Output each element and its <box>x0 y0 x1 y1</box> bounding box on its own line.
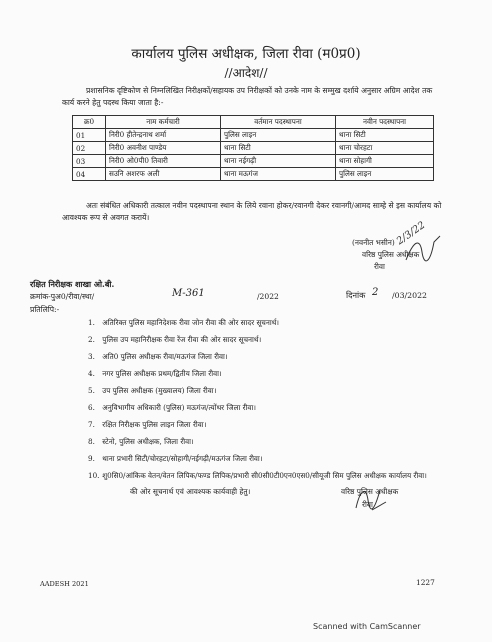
list-item: 10. शु0सि0/आंकिक वेतन/वेतन लिपिक/फण्ड लिपिक/प्रभारी सी0सी0टी0एन0एस0/सीयूजी सिम पुलिस अधीक्षक कार्यालय रीवा। <box>88 471 427 480</box>
cell-name: निरी0 ओ0पी0 तिवारी <box>106 155 221 168</box>
cell-current-posting: पुलिस लाइन <box>221 129 336 142</box>
intro-paragraph: प्रशासनिक दृष्टिकोण से निम्नलिखित निरीक्षकों/सहायक उप निरीक्षकों को उनके नाम के सम्मुख दर्शाये अनुसार अग्रिम आदेश तक कार्य करने हेतु पदस्थ किया जाता है:- <box>62 86 433 107</box>
handwritten-date-mark: 2/3/22 <box>394 219 428 248</box>
col-header-new-posting: नवीन पदस्थापना <box>336 116 434 129</box>
cell-serial: 02 <box>73 142 106 155</box>
signatory-position: वरिष्ठ पुलिस अधीक्षक <box>341 487 399 496</box>
list-item: 1. अतिरिक्त पुलिस महानिदेशक रीवा जोन रीवा की ओर सादर सूचनार्थ। <box>88 318 280 327</box>
list-item: 5. उप पुलिस अधीक्षक (मुख्यालय) जिला रीवा। <box>88 386 217 395</box>
cell-serial: 03 <box>73 155 106 168</box>
cell-current-posting: थाना मऊगंज <box>221 168 336 181</box>
instruction-paragraph: अतः संबंधित अधिकारी तत्काल नवीन पदस्थापना स्थान के लिये रवाना होकर/रवानगी देकर रवानगी/आमद साम्हे से इस कार्यालय को आवश्यक रूप से अवगत करायें। <box>62 201 442 222</box>
signatory-place: रीवा <box>362 500 373 509</box>
transfer-table <box>72 115 434 181</box>
table-row <box>73 168 434 181</box>
date-label: दिनांक <box>346 290 366 300</box>
list-item: 2. पुलिस उप महानिरीक्षक रीवा रेंज रीवा की ओर सादर सूचनार्थ। <box>88 335 262 344</box>
col-header-name: नाम कर्मचारी <box>106 116 221 129</box>
table-row <box>73 142 434 155</box>
col-header-serial: क्र0 <box>73 116 106 129</box>
cell-new-posting: थाना चोरहटा <box>336 142 434 155</box>
order-heading: //आदेश// <box>224 66 268 80</box>
copy-to-label: प्रतिलिपि:- <box>30 305 60 314</box>
signature-scribble-icon <box>352 480 392 516</box>
signatory-position: वरिष्ठ पुलिस अधीक्षक <box>362 250 420 259</box>
cell-serial: 01 <box>73 129 106 142</box>
footer-file-label: AADESH 2021 <box>40 580 89 588</box>
cell-current-posting: थाना नईगढ़ी <box>221 155 336 168</box>
distribution-list <box>88 314 428 481</box>
cell-serial: 04 <box>73 168 106 181</box>
table-row <box>73 155 434 168</box>
cell-name: सउनि अशरफ अली <box>106 168 221 181</box>
cell-name: निरी0 हीतेन्द्रनाथ शर्मा <box>106 129 221 142</box>
col-header-current-posting: वर्तमान पदस्थापना <box>221 116 336 129</box>
table-row <box>73 129 434 142</box>
issuing-section: रक्षित निरीक्षक शाखा ओ.बी. <box>30 279 115 289</box>
footer-page-number: 1227 <box>416 578 435 587</box>
list-item: 3. अति0 पुलिस अधीक्षक रीवा/मऊगंज जिला रीवा। <box>88 352 228 361</box>
cell-current-posting: थाना सिटी <box>221 142 336 155</box>
handwritten-date-day: 2 <box>372 287 379 298</box>
signatory-name: (नवनीत भसीन) <box>352 238 395 247</box>
cell-new-posting: थाना सिटी <box>336 129 434 142</box>
handwritten-reference-number: M-361 <box>172 288 205 299</box>
document-title: कार्यालय पुलिस अधीक्षक, जिला रीवा (म0प्र0) <box>131 46 361 62</box>
reference-year: /2022 <box>257 292 279 301</box>
closing-line: की ओर सूचनार्थ एवं आवश्यक कार्यवाही हेतु। <box>130 487 251 496</box>
table-header-row <box>73 116 434 129</box>
scanner-watermark: Scanned with CamScanner <box>313 622 421 631</box>
date-month-year: /03/2022 <box>392 291 428 300</box>
list-item: 9. थाना प्रभारी सिटी/चोरहटा/सोहागी/नईगढ़ी/मऊगंज जिला रीवा। <box>88 454 263 463</box>
list-item: 8. स्टेनो, पुलिस अधीक्षक, जिला रीवा। <box>88 437 194 446</box>
list-item: 7. रक्षित निरीक्षक पुलिस लाइन जिला रीवा। <box>88 420 207 429</box>
cell-new-posting: थाना सोहागी <box>336 155 434 168</box>
reference-number-prefix: क्रमांक-पुअ0/रीवा/स्था/ <box>30 292 95 301</box>
list-item: 6. अनुविभागीय अधिकारी (पुलिस) मऊगंज/त्योंथर जिला रीवा। <box>88 403 256 412</box>
cell-new-posting: पुलिस लाइन <box>336 168 434 181</box>
cell-name: निरी0 अवनीश पाण्डेय <box>106 142 221 155</box>
list-item: 4. नगर पुलिस अधीक्षक प्रथम/द्वितीय जिला रीवा। <box>88 369 222 378</box>
signatory-place: रीवा <box>374 262 385 271</box>
